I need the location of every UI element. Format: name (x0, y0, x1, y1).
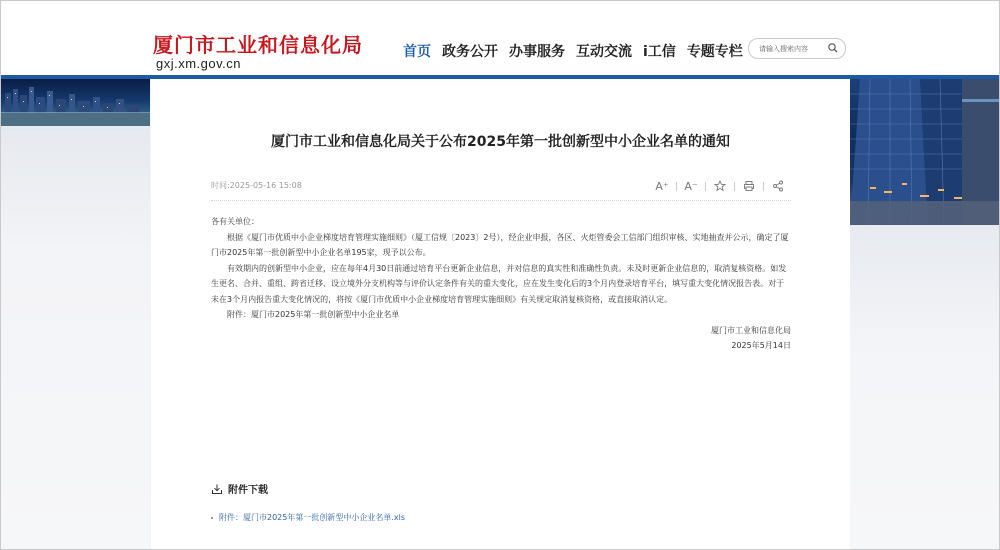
left-side-background (1, 126, 150, 549)
nav-item-government-affairs[interactable]: 政务公开 (442, 44, 498, 60)
nav-item-interaction[interactable]: 互动交流 (576, 44, 632, 60)
article-toolbar (654, 178, 786, 194)
share-icon[interactable] (770, 178, 786, 194)
font-increase-icon[interactable]: A⁺ (655, 179, 669, 193)
signature-org: 厦门市工业和信息化局 (711, 325, 791, 335)
title-divider (211, 200, 791, 202)
search-input[interactable] (759, 42, 827, 55)
nav-item-i-gongxin[interactable]: i工信 (643, 44, 676, 60)
star-icon[interactable] (712, 178, 728, 194)
search-box (748, 38, 846, 59)
city-tower-banner-right (850, 79, 999, 225)
site-logo-url: gxj.xm.gov.cn (156, 56, 242, 71)
site-header (1, 1, 999, 75)
article-paragraph: 根据《厦门市优质中小企业梯度培育管理实施细则》（厦工信规〔2023〕2号），经企业申报，各区、火炬管委会工信部门组织审核、实地抽查并公示，确定了厦门市2025年第一批创新型中小企业名单195家，现予以公布。 (211, 232, 789, 257)
article-body (211, 214, 791, 354)
attachments-heading (211, 481, 268, 496)
publish-time: 时间:2025-05-16 15:08 (211, 181, 302, 190)
attachments-heading-label: 附件下载 (228, 485, 268, 496)
toolbar-separator (763, 182, 764, 191)
right-side-background (850, 225, 999, 549)
attachment-link[interactable] (211, 512, 405, 523)
download-icon (211, 483, 223, 495)
toolbar-separator (705, 182, 706, 191)
search-icon[interactable] (827, 42, 839, 54)
print-icon[interactable] (741, 178, 757, 194)
bullet-icon (211, 517, 213, 519)
article-title: 厦门市工业和信息化局关于公布2025年第一批创新型中小企业名单的通知 (271, 134, 730, 150)
toolbar-separator (676, 182, 677, 191)
article-paragraph: 有效期内的创新型中小企业，应在每年4月30日前通过培育平台更新企业信息，并对信息的真实性和准确性负责。未及时更新企业信息的，取消复核资格。如发生更名、合并、重组、跨省迁移、设立境外分支机构等与评价认定条件有关的重大变化，应在发生变化后的3个月内登录培育平台，填写重大变化情况报告表。对于未在3个月内报告重大变化情况的，将按《厦门市优质中小企业梯度培育管理实施细则》有关规定取消复核资格，或直接取消认定。 (211, 263, 787, 304)
city-skyline-banner-left (1, 79, 150, 126)
font-decrease-icon[interactable]: A⁻ (684, 179, 698, 193)
nav-item-home[interactable]: 首页 (403, 44, 431, 60)
main-nav (403, 41, 754, 61)
attachment-link-label[interactable]: 附件：厦门市2025年第一批创新型中小企业名单.xls (219, 513, 406, 522)
signature-date: 2025年5月14日 (731, 341, 791, 350)
toolbar-separator (734, 182, 735, 191)
site-logo-title[interactable]: 厦门市工业和信息化局 (153, 33, 363, 57)
article-container (151, 79, 850, 549)
salutation: 各有关单位： (211, 217, 259, 226)
nav-item-services[interactable]: 办事服务 (509, 44, 565, 60)
attachment-note: 附件：厦门市2025年第一批创新型中小企业名单 (227, 310, 400, 319)
nav-item-special-topics[interactable]: 专题专栏 (686, 44, 743, 60)
